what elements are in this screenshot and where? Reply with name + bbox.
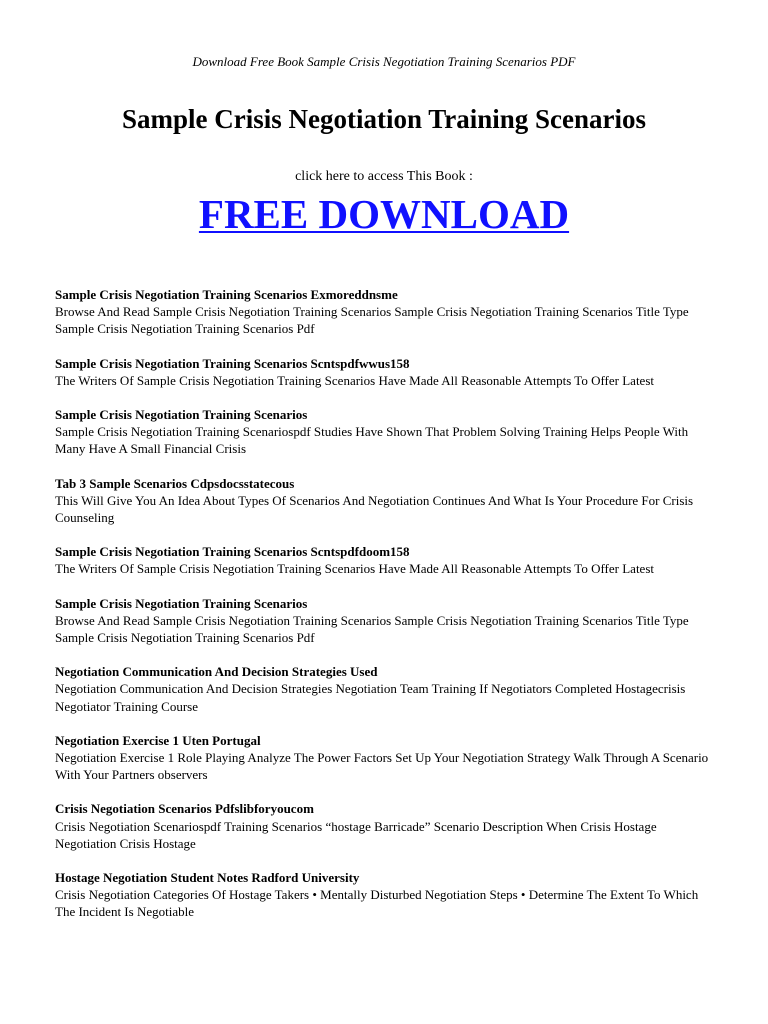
entry-text: Crisis Negotiation Scenariospdf Training Scenarios “hostage Barricade” Scenario Description When Crisis Hostage Negotiation Crisis Hostage — [55, 818, 657, 851]
entry-title: Sample Crisis Negotiation Training Scenarios — [55, 407, 308, 423]
entry-title: Sample Crisis Negotiation Training Scenarios Scntspdfwwus158 — [55, 355, 410, 371]
list-item — [55, 406, 715, 458]
free-download-link[interactable]: FREE DOWNLOAD — [198, 191, 570, 237]
access-text: click here to access This Book : — [295, 169, 473, 184]
list-item — [55, 663, 715, 715]
entry-text: Negotiation Communication And Decision Strategies Negotiation Team Training If Negotiators Completed Hostagecrisis Negotiator Training Course — [55, 681, 686, 714]
entry-title: Hostage Negotiation Student Notes Radford University — [55, 870, 360, 886]
list-item — [55, 543, 715, 577]
entry-title: Negotiation Exercise 1 Uten Portugal — [55, 732, 261, 748]
list-item — [55, 355, 715, 389]
entry-title: Crisis Negotiation Scenarios Pdfslibforyoucom — [55, 801, 314, 817]
entry-title: Tab 3 Sample Scenarios Cdpsdocsstatecous — [55, 475, 295, 491]
free-download-container — [0, 190, 768, 238]
entry-title: Sample Crisis Negotiation Training Scenarios — [55, 595, 308, 611]
entry-text: Crisis Negotiation Categories Of Hostage Takers • Mentally Disturbed Negotiation Steps • Determine The Extent To Which The Incident Is Negotiable — [55, 887, 699, 920]
entry-text: The Writers Of Sample Crisis Negotiation Training Scenarios Have Made All Reasonable Attempts To Offer Latest — [55, 372, 654, 388]
entry-title: Sample Crisis Negotiation Training Scenarios Exmoreddnsme — [55, 287, 398, 302]
entry-text: Negotiation Exercise 1 Role Playing Analyze The Power Factors Set Up Your Negotiation Strategy Walk Through A Scenario With Your Partners observers — [55, 750, 709, 783]
list-item — [55, 475, 715, 527]
header-line: Download Free Book Sample Crisis Negotiation Training Scenarios PDF — [192, 54, 576, 69]
list-item — [55, 732, 715, 784]
entries-list — [55, 286, 715, 938]
list-item — [55, 869, 715, 921]
list-item — [55, 800, 715, 852]
list-item — [55, 595, 715, 647]
entry-text: Browse And Read Sample Crisis Negotiation Training Scenarios Sample Crisis Negotiation Training Scenarios Title Type Sample Crisis Negotiation Training Scenarios Pdf — [55, 304, 689, 337]
page-title: Sample Crisis Negotiation Training Scenarios — [121, 104, 647, 134]
entry-title: Sample Crisis Negotiation Training Scenarios Scntspdfdoom158 — [55, 544, 410, 560]
entry-text: Browse And Read Sample Crisis Negotiation Training Scenarios Sample Crisis Negotiation Training Scenarios Title Type Sample Crisis Negotiation Training Scenarios Pdf — [55, 612, 689, 646]
entry-title: Negotiation Communication And Decision Strategies Used — [55, 664, 378, 680]
entry-text: Sample Crisis Negotiation Training Scenariospdf Studies Have Shown That Problem Solving Training Helps People With Many Have A Small Financial Crisis — [55, 424, 689, 457]
entry-text: The Writers Of Sample Crisis Negotiation Training Scenarios Have Made All Reasonable Attempts To Offer Latest — [55, 561, 654, 577]
list-item — [55, 286, 715, 338]
entry-text: This Will Give You An Idea About Types Of Scenarios And Negotiation Continues And What Is Your Procedure For Crisis Counseling — [55, 492, 694, 526]
